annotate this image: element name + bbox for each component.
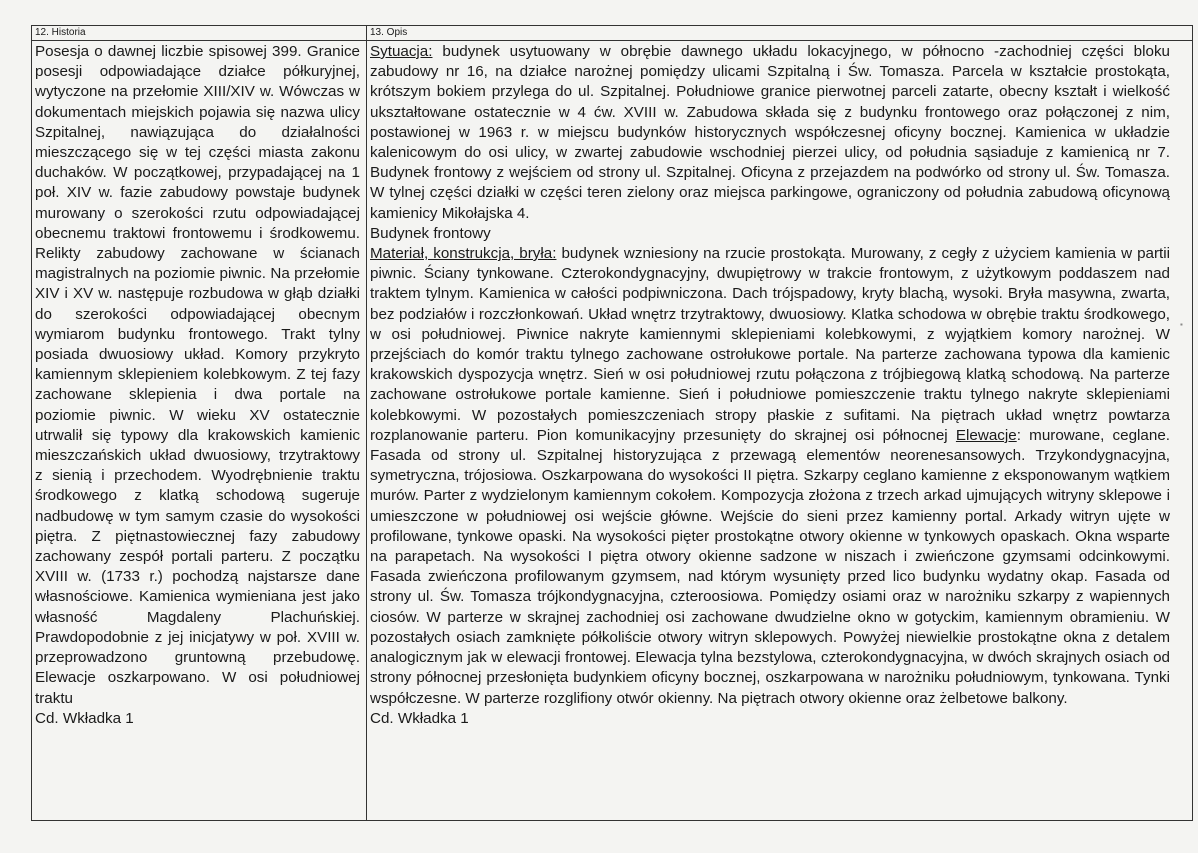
margin-mark: ▪ bbox=[1180, 320, 1183, 329]
material-paragraph bbox=[370, 244, 1170, 709]
column-divider bbox=[366, 25, 367, 821]
material-label: Materiał, konstrukcja, bryła: bbox=[370, 245, 557, 263]
material-text: budynek wzniesiony na rzucie prostokąta. Murowany, z cegły z użyciem kamienia w partii piwnic. Ściany tynkowane. Czterokondygnacyjny, dwupiętrowy w trakcie frontowym, z użytkowym poddaszem nad traktem tylnym. Kamienica w całości podpiwniczona. Dach trójspadowy, kryty blachą, wysoki. Bryła masywna, zwarta, bez podziałów i rozczłonkowań. Układ wnętrz trzytraktowy, dwuosiowy. Klatka schodowa w obrębie traktu środkowego, w osi południowej. Piwnice nakryte kamiennymi sklepieniami kolebkowymi, z wyjątkiem komory narożnej. W przejściach do komór traktu tylnego zachowane ostrołukowe portale. Na parterze zachowana typowa dla kamienic krakowskich dyspozycja wnętrz. Sień w osi południowej rzutu połączona z trójbiegową klatką schodową. Na parterze zachowane ostrołukowe portale kamienne. Sień i południowe pomieszczenie traktu tylnego nakryte sklepieniami kolebkowymi. W pozostałych pomieszczeniach stropy płaskie z sufitami. Na piętrach układ wnętrz powtarza rozplanowanie parteru. Pion komunikacyjny przesunięty do skrajnej osi północnej bbox=[370, 245, 1170, 444]
sytuacja-label: Sytuacja: bbox=[370, 43, 433, 60]
header-opis: 13. Opis bbox=[370, 27, 408, 38]
elewacje-text: : murowane, ceglane. Fasada od strony ul. Szpitalnej historyzująca z przewagą elementów neorenesansowych. Trzykondygnacyjna, symetryczna, trójosiowa. Oszkarpowana do wysokości II piętra. Szkarpy ceglano kamienne z eksponowanym wątkiem murów. Parter z wydzielonym kamiennym cokołem. Kompozycja złożona z trzech arkad ujmujących witryny sklepowe i umieszczone w południowej osi wejście główne. Wejście do sieni przez kamienny portal. Arkady witryn ujęte w profilowane, tynkowe opaski. Na wysokości pięter prostokątne otwory okienne w tynkowych opaskach. Okna wsparte na parapetach. Na wysokości I piętra otwory okienne sadzone w niszach i zwieńczone gzymsami odcinkowymi. Fasada zwieńczona profilowanym gzymsem, nad którym wysunięty przed lico budynku wydatny okap. Fasada od strony ul. Św. Tomasza trójkondygnacyjna, czteroosiowa. Pomiędzy osiami oraz w narożniku szkarpy z wapiennych ciosów. W parterze w skrajnej zachodniej osi zachowane dwudzielne okno w gotyckim, kamiennym obramieniu. W pozostałych osiach zamknięte półkoliście otwory witryn sklepowych. Powyżej niewielkie prostokątne okna z detalem analogicznym jak w elewacji frontowej. Elewacja tylna bezstylowa, czterokondygnacyjna, w dwóch skrajnych osiach od strony północnej przesłonięta budynkiem oficyny bocznej, oszkarpowana w narożniku południowym, tynkowana. Tynki współczesne. W parterze rozglifiony otwór okienny. Na piętrach otwory okienne oraz żelbetowe balkony. bbox=[370, 426, 1170, 707]
section-title: Budynek frontowy bbox=[370, 224, 491, 242]
elewacje-label: Elewacje bbox=[955, 426, 1017, 444]
opis-continuation: Cd. Wkładka 1 bbox=[370, 709, 469, 727]
historia-continuation: Cd. Wkładka 1 bbox=[35, 709, 134, 727]
sytuacja-text: budynek usytuowany w obrębie dawnego układu lokacyjnego, w północno -zachodniej części bloku zabudowy nr 16, na działce narożnej pomiędzy ulicami Szpitalną i Św. Tomasza. Parcela w kształcie prostokąta, krótszym bokiem przylega do ul. Szpitalnej. Południowe granice pierwotnej parceli zatarte, obecny kształt i wielkość ukształtowane ostatecznie w 4 ćw. XVIII w. Zabudowa składa się z budynku frontowego oraz połączonej z nim, postawionej w 1963 r. w miejscu budynków historycznych współczesnej oficyny bocznej. Kamienica w układzie kalenicowym do osi ulicy, w zwartej zabudowie wschodniej pierzei ulicy, od południa sąsiaduje z kamienicą nr 7. Budynek frontowy z wejściem od strony ul. Szpitalnej. Oficyna z przejazdem na podwórko od strony ul. Św. Tomasza. W tylnej części działki w części teren zielony oraz miejsca parkingowe, ograniczony od południa zabudową oficynową kamienicy Mikołajska 4. bbox=[370, 43, 1170, 222]
header-divider bbox=[31, 40, 1193, 41]
historia-column bbox=[35, 42, 360, 729]
sytuacja-paragraph bbox=[370, 42, 1170, 224]
historia-text: Posesja o dawnej liczbie spisowej 399. Granice posesji odpowiadające działce półkuryjnej, wytyczone na przełomie XIII/XIV w. Wówczas w dokumentach miejskich pojawia się nazwa ulicy Szpitalnej, nawiązująca do działalności mieszczącego się w tej części miasta zakonu duchaków. W początkowej, przypadającej na 1 poł. XIV w. fazie zabudowy powstaje budynek murowany o szerokości rzutu odpowiadającej obecnemu traktowi frontowemu i środkowemu. Relikty zabudowy zachowane w ścianach magistralnych na poziomie piwnic. Na przełomie XIV i XV w. następuje rozbudowa w głąb działki do szerokości odpowiadającej obecnym wymiarom budynku frontowego. Trakt tylny posiada dwuosiowy układ. Komory przykryto kamiennym sklepieniem kolebkowym. Z tej fazy zachowane sklepienia i dwa portale na poziomie piwnic. W wieku XV ostatecznie utrwalił się typowy dla krakowskich kamienic mieszczańskich układ dwuosiowy, trzytraktowy z sienią i przechodem. Wyodrębnienie traktu środkowego z klatką schodową sugeruje nadbudowę w tym samym czasie do wysokości piętra. Z piętnastowiecznej fazy zabudowy zachowany zespół portali parteru. Z początku XVIII w. (1733 r.) pochodzą najstarsze dane własnościowe. Kamienica wymieniana jest jako własność Magdaleny Plachuńskiej. Prawdopodobnie z jej inicjatywy w poł. XVIII w. przeprowadzono gruntowną przebudowę. Elewacje oszkarpowano. W osi południowej traktu bbox=[35, 43, 360, 707]
opis-column bbox=[370, 42, 1170, 729]
header-historia: 12. Historia bbox=[35, 27, 86, 38]
